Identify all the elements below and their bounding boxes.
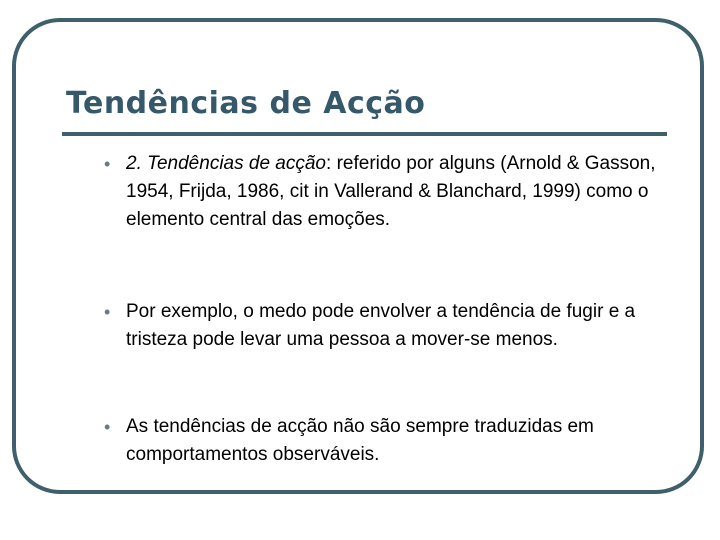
bullet-icon: • [104, 417, 111, 437]
bullet-rest-text: : referido por alguns (Arnold & Gasson, 1954, Frijda, 1986, cit in Vallerand & Blanchard, 1999) como o elemento central das emoções. [126, 153, 656, 230]
bullet-text-2: Por exemplo, o medo pode envolver a tendência de fugir e a tristeza pode levar uma pessoa a mover-se menos. [126, 301, 636, 350]
bullet-lead-italic: 2. Tendências de acção [126, 153, 327, 174]
bullet-text-1 [126, 150, 656, 234]
bullet-icon: • [104, 154, 111, 174]
title-divider [62, 132, 667, 136]
bullet-text-3: As tendências de acção não são sempre traduzidas em comportamentos observáveis. [126, 416, 594, 465]
slide-title: Tendências de Acção [66, 86, 426, 121]
bullet-icon: • [104, 302, 111, 322]
